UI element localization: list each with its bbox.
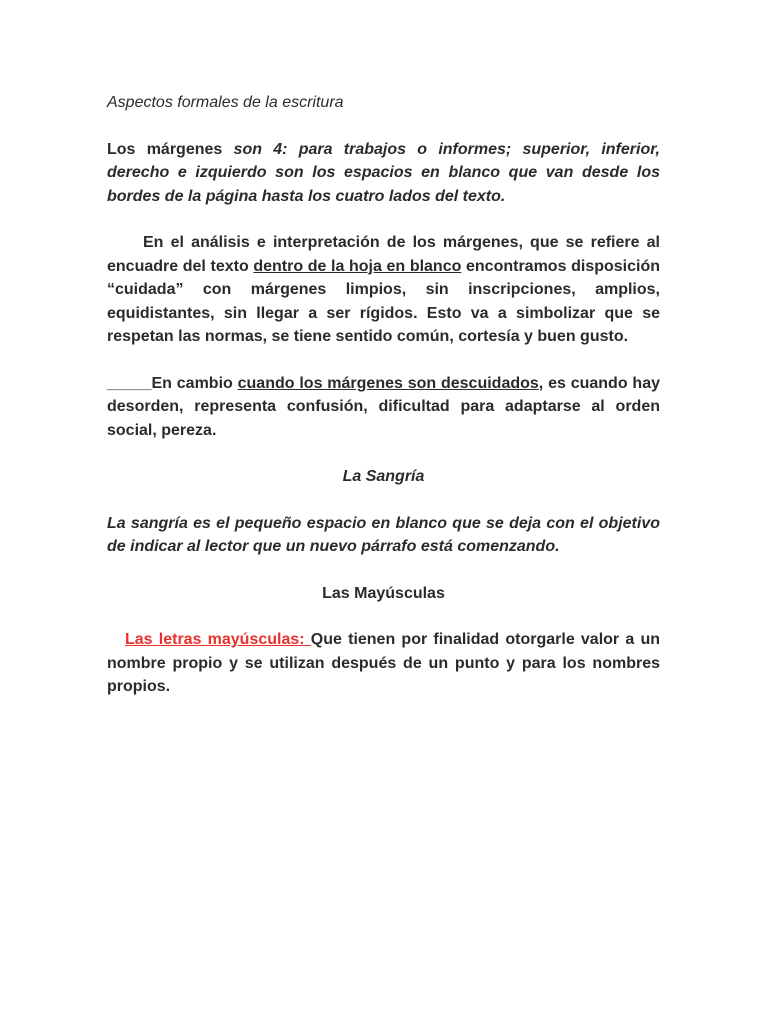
careless-text-b: , es cuando hay desorden, representa confusión, dificultad para adaptarse al orden social, pereza. bbox=[107, 374, 660, 439]
careless-underlined-phrase: cuando los márgenes son descuidados bbox=[237, 374, 539, 392]
mayusculas-text: Que tienen por finalidad otorgarle valor a un nombre propio y se utilizan después de un punto y para los nombres propios. bbox=[107, 631, 660, 695]
paragraph-margins-analysis bbox=[107, 231, 660, 349]
margins-lead-term: Los márgenes bbox=[107, 140, 223, 158]
paragraph-sangria: La sangría es el pequeño espacio en blanco que se deja con el objetivo de indicar al lector que un nuevo párrafo está comenzando. bbox=[107, 514, 660, 555]
analysis-text-b: encontramos disposición “cuidada” con márgenes limpios, sin inscripciones, amplios, equidistantes, sin llegar a ser rígidos. Esto va a simbolizar que se respetan las normas, se tiene sentido común, cortesía y buen gusto. bbox=[107, 257, 661, 345]
heading-mayusculas: Las Mayúsculas bbox=[322, 584, 445, 602]
paragraph-margins-definition bbox=[107, 138, 660, 209]
analysis-underlined-phrase: dentro de la hoja en blanco bbox=[253, 257, 462, 275]
heading-sangria: La Sangría bbox=[342, 468, 425, 485]
paragraph-mayusculas bbox=[107, 628, 660, 699]
mayusculas-red-term: Las letras mayúsculas: bbox=[125, 631, 311, 648]
document-title: Aspectos formales de la escritura bbox=[107, 94, 344, 111]
careless-text-a: En cambio bbox=[151, 374, 238, 392]
paragraph-careless-margins bbox=[107, 372, 660, 443]
margins-definition-text: son 4: para trabajos o informes; superior, inferior, derecho e izquierdo son los espacios en blanco que van desde los bordes de la página hasta los cuatro lados del texto. bbox=[107, 140, 660, 205]
analysis-text-a: En el análisis e interpretación de los márgenes, que se refiere al encuadre del texto bbox=[107, 234, 660, 275]
blank-line: _____ bbox=[107, 374, 152, 392]
